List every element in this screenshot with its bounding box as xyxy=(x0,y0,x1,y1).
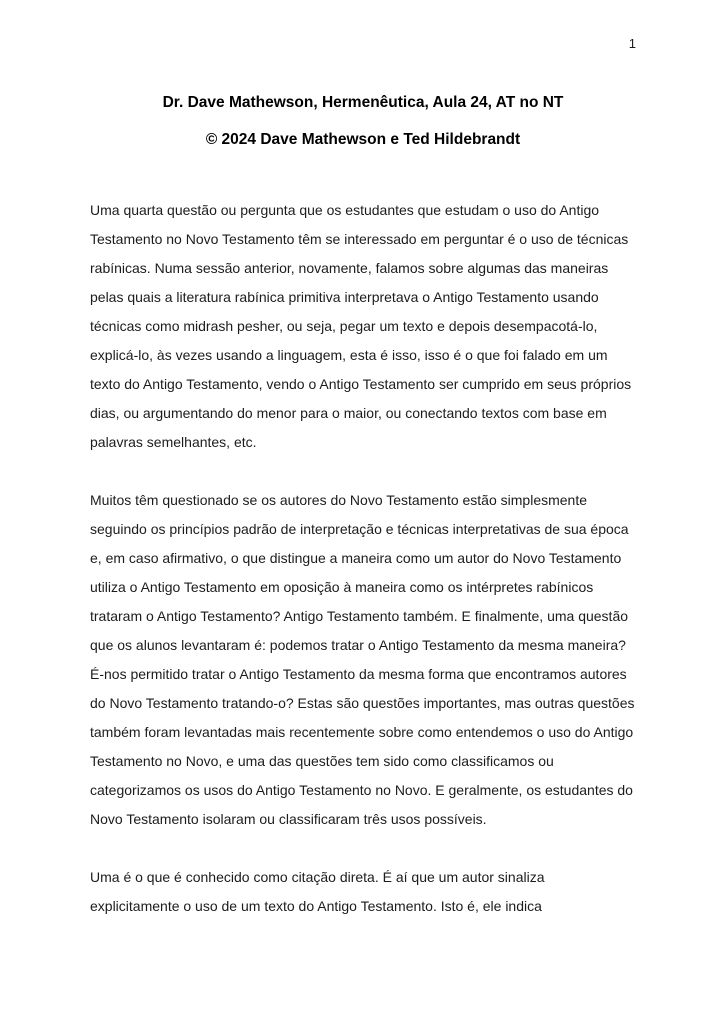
paragraph-1: Uma quarta questão ou pergunta que os estudantes que estudam o uso do Antigo Testamento no Novo Testamento têm se interessado em perguntar é o uso de técnicas rabínicas. Numa sessão anterior, novamente, falamos sobre algumas das maneiras pelas quais a literatura rabínica primitiva interpretava o Antigo Testamento usando técnicas como midrash pesher, ou seja, pegar um texto e depois desempacotá-lo, explicá-lo, às vezes usando a linguagem, esta é isso, isso é o que foi falado em um texto do Antigo Testamento, vendo o Antigo Testamento ser cumprido em seus próprios dias, ou argumentando do menor para o maior, ou conectando textos com base em palavras semelhantes, etc. xyxy=(90,202,632,450)
paragraph-2: Muitos têm questionado se os autores do Novo Testamento estão simplesmente seguindo os princípios padrão de interpretação e técnicas interpretativas de sua época e, em caso afirmativo, o que distingue a maneira como um autor do Novo Testamento utiliza o Antigo Testamento em oposição à maneira como os intérpretes rabínicos trataram o Antigo Testamento? Antigo Testamento também. E finalmente, uma questão que os alunos levantaram é: podemos tratar o Antigo Testamento da mesma maneira? É-nos permitido tratar o Antigo Testamento da mesma forma que encontramos autores do Novo Testamento tratando-o? Estas são questões importantes, mas outras questões também foram levantadas mais recentemente sobre como entendemos o uso do Antigo Testamento no Novo, e uma das questões tem sido como classificamos ou categorizamos os usos do Antigo Testamento no Novo. E geralmente, os estudantes do Novo Testamento isolaram ou classificaram três usos possíveis. xyxy=(90,492,635,827)
paragraph-3: Uma é o que é conhecido como citação direta. É aí que um autor sinaliza explicitamente o uso de um texto do Antigo Testamento. Isto é, ele indica xyxy=(90,869,545,914)
page-number: 1 xyxy=(628,36,636,51)
document-title: Dr. Dave Mathewson, Hermenêutica, Aula 24, AT no NT xyxy=(162,94,564,111)
document-copyright: © 2024 Dave Mathewson e Ted Hildebrandt xyxy=(205,131,521,148)
title-block xyxy=(90,84,636,158)
